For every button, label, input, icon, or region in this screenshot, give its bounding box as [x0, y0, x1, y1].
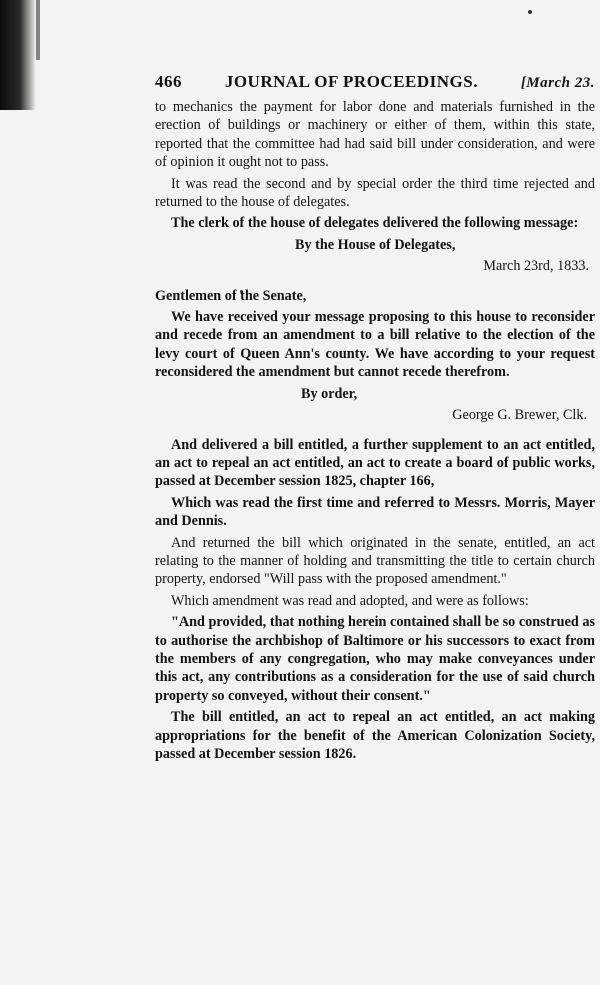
message-date: March 23rd, 1833.	[483, 258, 589, 275]
binding-edge	[36, 0, 40, 60]
page-header	[155, 72, 595, 92]
by-order: By order,	[301, 385, 358, 402]
paragraph: "And provided, that nothing herein contained shall be so construed as to authorise the archbishop of Baltimore or his successors to exact from the members of any congregation, who may make conveyances under this act, any contributions as a consideration for the use of said church property so conveyed, without their consent."	[155, 614, 595, 704]
paragraph: Which was read the first time and referred to Messrs. Morris, Mayer and Dennis.	[155, 494, 595, 530]
ink-speck	[528, 10, 532, 14]
page-number: 466	[155, 72, 182, 91]
paragraph: The bill entitled, an act to repeal an act entitled, an act making appropriations for the benefit of the American Colonization Society, passed at December session 1826.	[155, 709, 595, 762]
message-from: By the House of Delegates,	[295, 236, 456, 253]
paragraph: The clerk of the house of delegates delivered the following message:	[171, 215, 579, 232]
paragraph: Which amendment was read and adopted, and were as follows:	[171, 592, 529, 609]
running-title: JOURNAL OF PROCEEDINGS.	[224, 72, 478, 91]
clerk-signature: George G. Brewer, Clk.	[452, 407, 587, 424]
binding-shadow	[0, 0, 36, 110]
running-date: [March 23.	[520, 75, 595, 91]
journal-page	[155, 72, 595, 766]
salutation: Gentlemen of the Senate,	[155, 287, 307, 304]
paragraph: It was read the second and by special order the third time rejected and returned to the house of delegates.	[155, 175, 595, 211]
message-body: We have received your message proposing to this house to reconsider and recede from an amendment to a bill relative to the election of the levy court of Queen Ann's county. We have according to your request reconsidered the amendment but cannot recede therefrom.	[155, 309, 595, 381]
paragraph: to mechanics the payment for labor done and materials furnished in the erection of buildings or machinery or either of them, within this state, reported that the committee had had said bill under consideration, and were of opinion it ought not to pass.	[155, 99, 595, 171]
paragraph: And returned the bill which originated in the senate, entitled, an act relating to the manner of holding and transmitting the title to certain church property, endorsed "Will pass with the proposed amendment."	[155, 534, 595, 588]
paragraph: And delivered a bill entitled, a further supplement to an act entitled, an act to repeal an act entitled, an act to create a board of public works, passed at December session 1825, chapter 166,	[155, 436, 595, 490]
